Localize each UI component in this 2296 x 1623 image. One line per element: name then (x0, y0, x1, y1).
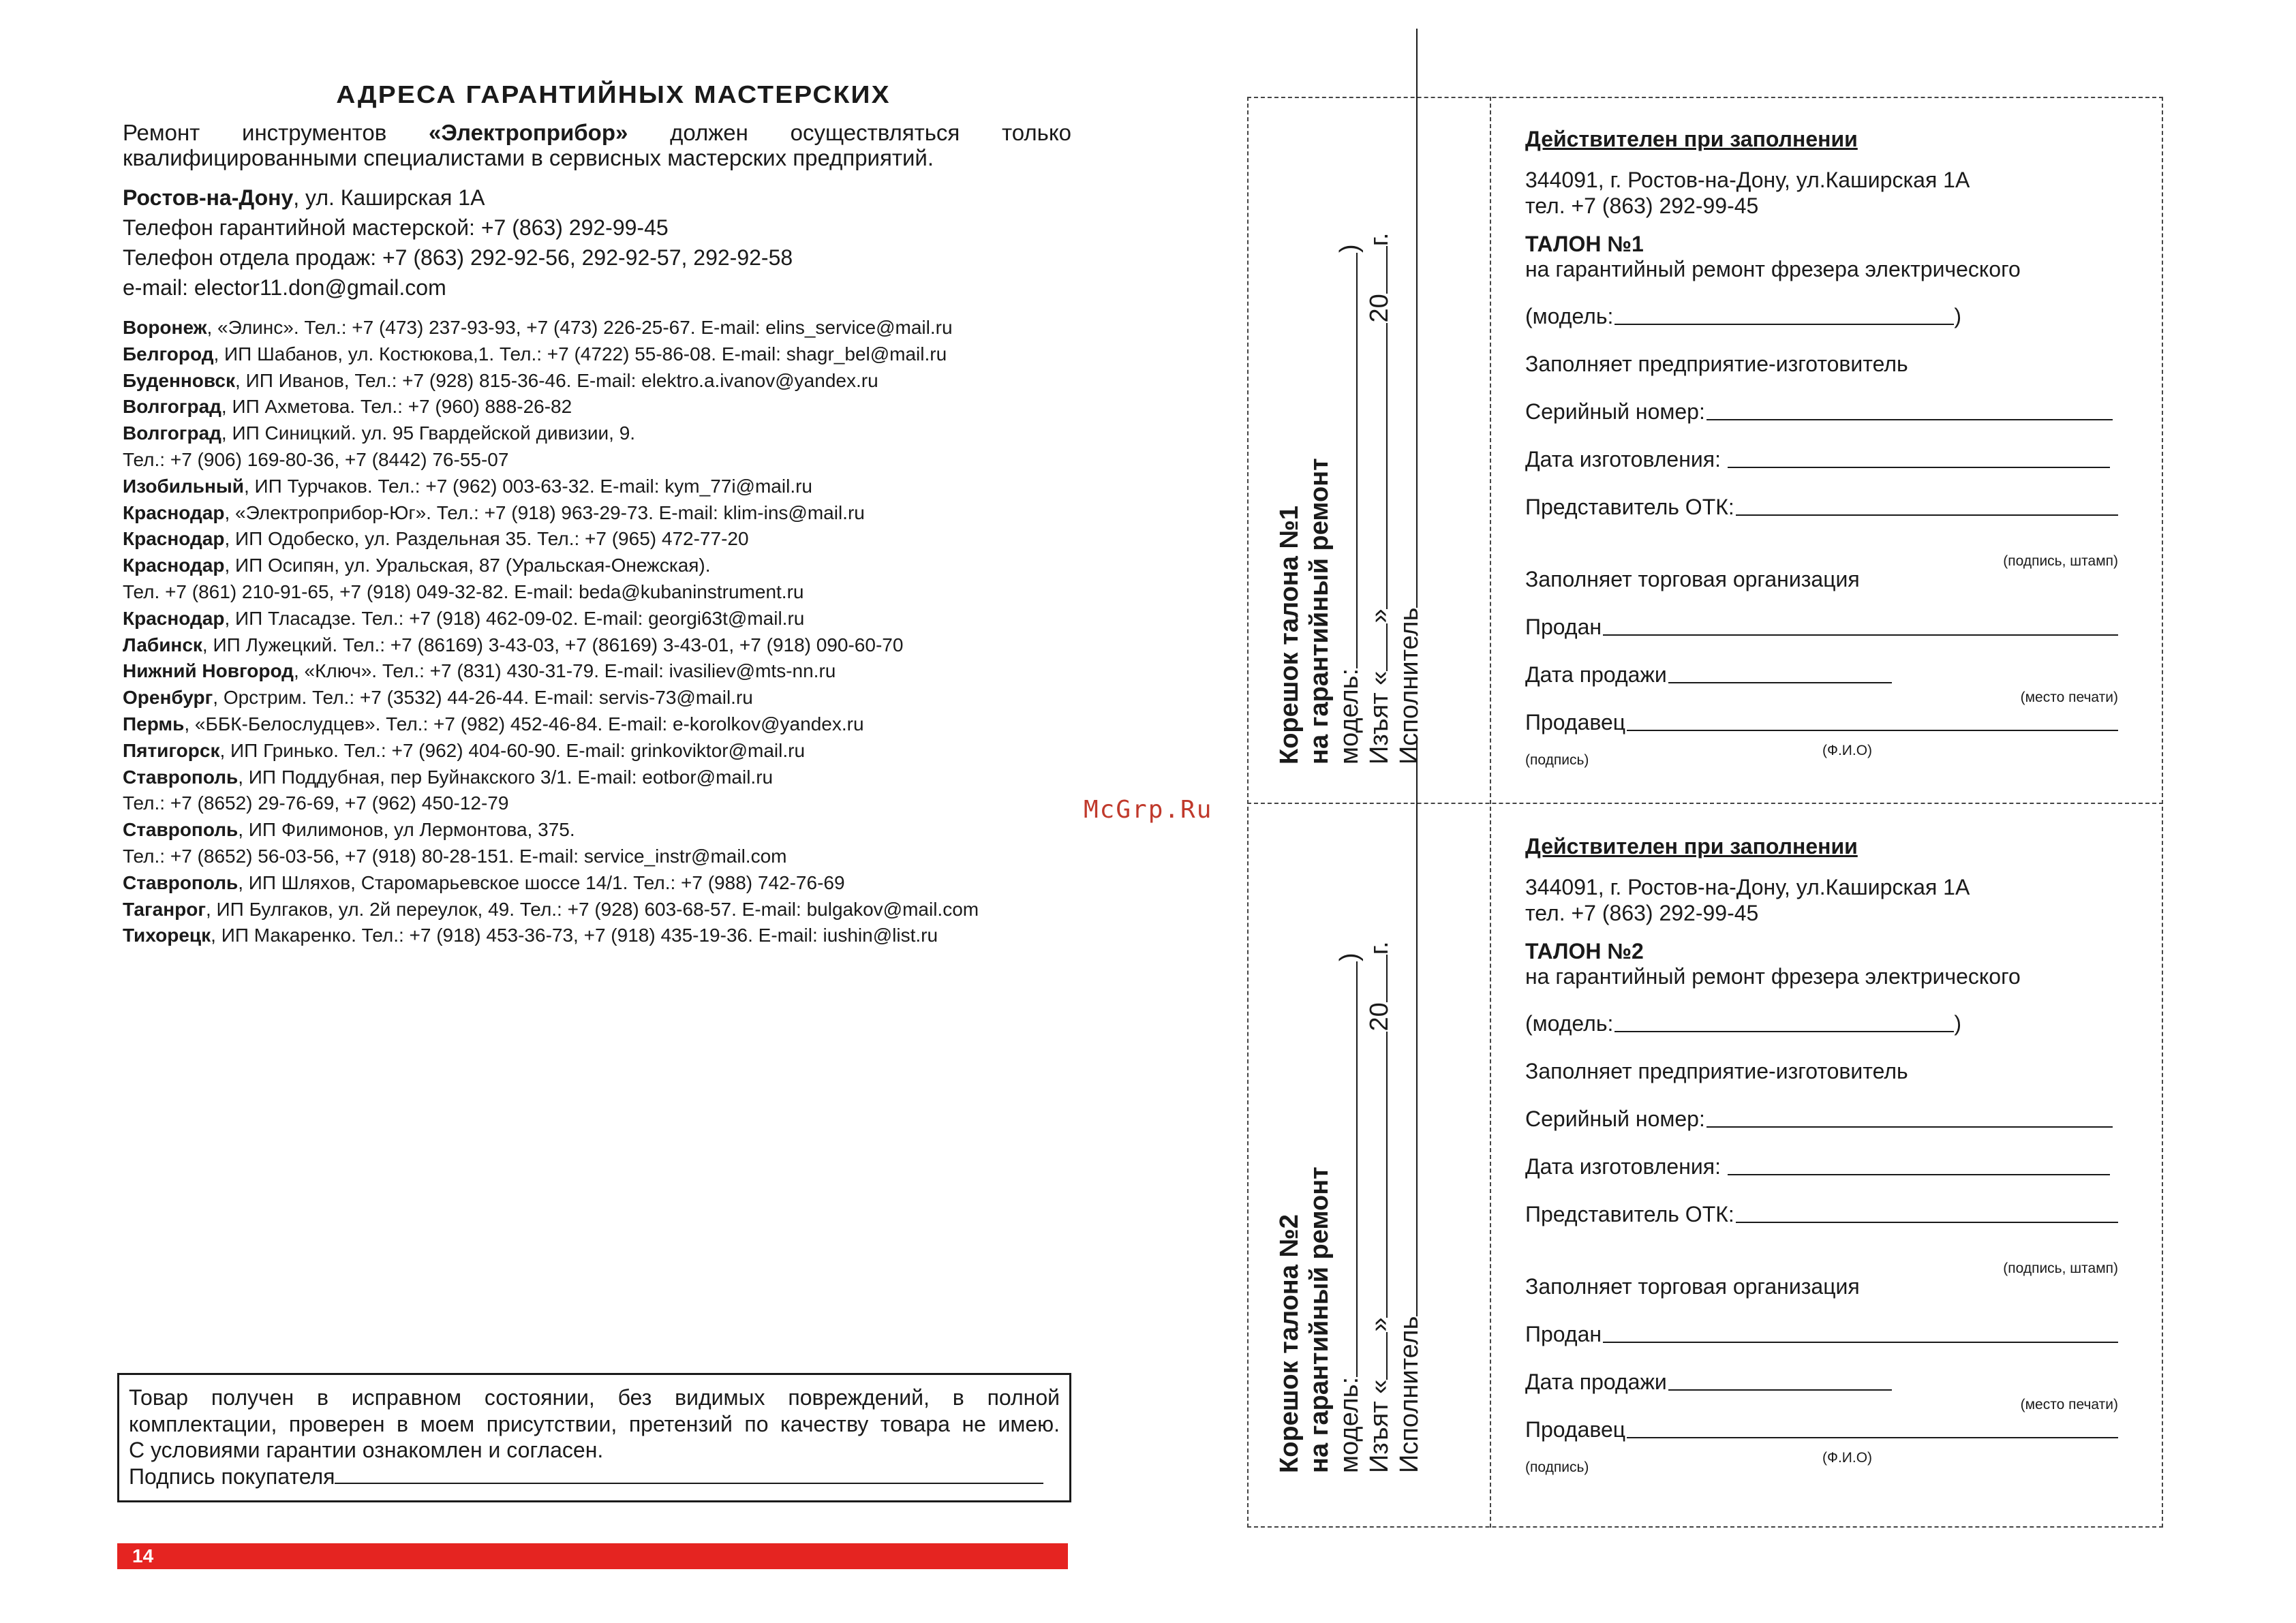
dealer-city: Краснодар (123, 607, 225, 629)
dealer-details: Тел.: +7 (8652) 29-76-69, +7 (962) 450-12-79 (123, 792, 509, 814)
coupon-2-manufacturer-label: Заполняет предприятие-изготовитель (1525, 1059, 1908, 1083)
dealer-city: Краснодар (123, 528, 225, 550)
stub-2-executor-field[interactable] (1396, 737, 1418, 1316)
phone-service: Телефон гарантийной мастерской: +7 (863) 292-99-45 (123, 215, 669, 240)
intro-brand: «Электроприбор» (429, 120, 628, 145)
dealer-details: , ИП Шляхов, Старомарьевское шоссе 14/1. Тел.: +7 (988) 742-76-69 (238, 871, 845, 893)
dealer-details: Тел.: +7 (8652) 56-03-56, +7 (918) 80-28-151. E-mail: service_instr@mail.com (123, 845, 787, 867)
coupon-2-trade-label: Заполняет торговая организация (1525, 1274, 1860, 1299)
coupon-1-fio: (Ф.И.О) (1822, 743, 1873, 758)
coupon-2-address: 344091, г. Ростов-на-Дону, ул.Каширская 1А (1525, 875, 1970, 899)
stub-1-model-field[interactable] (1336, 253, 1358, 668)
coupon-1-stub: Корешок талона №1 на гарантийный ремонт модель:) Изъят «»20г. Исполнитель (1274, 15, 1452, 764)
receipt-line-1: Товар получен в исправном состоянии, без видимых повреждений, в полной (129, 1385, 1060, 1410)
dealer-details: , ИП Гринько. Тел.: +7 (962) 404-60-90. E-mail: grinkoviktor@mail.ru (219, 739, 806, 761)
coupon-2-stub: Корешок талона №2 на гарантийный ремонт модель:) Изъят «»20г. Исполнитель (1274, 724, 1452, 1473)
stub-1-executor-field[interactable] (1396, 29, 1418, 608)
receipt-line-3: С условиями гарантии ознакомлен и согласен. (129, 1438, 604, 1462)
receipt-confirmation-box (117, 1373, 1071, 1502)
stub-cut-line (1490, 97, 1491, 1528)
stub-1-seized-label: Изъят « (1365, 670, 1394, 764)
dealer-city: Тихорецк (123, 925, 211, 946)
coupon-1-model-close: ) (1954, 304, 1961, 328)
dealer-row (123, 420, 979, 447)
dealer-row (123, 658, 979, 685)
dealer-city: Волгоград (123, 422, 221, 444)
coupon-2-title: ТАЛОН №2 (1525, 939, 1644, 963)
dealer-city: Краснодар (123, 555, 225, 576)
dealer-row (123, 606, 979, 632)
page-number: 14 (132, 1545, 154, 1566)
page-number-bar (117, 1543, 1068, 1569)
coupon-2-valid-note: Действителен при заполнении (1525, 834, 1858, 859)
coupon-2-qc-label: Представитель ОТК: (1525, 1202, 1734, 1226)
dealer-details: , ИП Осипян, ул. Уральская, 87 (Уральская-Онежская). (224, 555, 711, 576)
dealer-city: Воронеж (123, 317, 207, 338)
dealer-city: Таганрог (123, 898, 206, 920)
dealer-row (123, 500, 979, 527)
dealer-details: Тел. +7 (861) 210-91-65, +7 (918) 049-32-82. E-mail: beda@kubaninstrument.ru (123, 581, 804, 602)
intro-pre: Ремонт инструментов (123, 120, 429, 145)
stub-2-executor-label: Исполнитель (1395, 1316, 1424, 1473)
coupon-1-phone: тел. +7 (863) 292-99-45 (1525, 194, 1759, 218)
stub-2-model-field[interactable] (1336, 961, 1358, 1377)
stub-1-year-field[interactable] (1366, 246, 1388, 294)
dealer-row (123, 368, 979, 395)
dealer-row (123, 738, 979, 764)
coupon-1-date-made-label: Дата изготовления: (1525, 447, 1721, 472)
dealer-row (123, 553, 979, 579)
dealer-city: Нижний Новгород (123, 660, 294, 682)
dealer-row (123, 844, 979, 870)
dealer-city: Пятигорск (123, 739, 220, 761)
coupon-1-trade-label: Заполняет торговая организация (1525, 567, 1860, 591)
coupon-2-sign-stamp: (подпись, штамп) (2003, 1261, 2118, 1276)
dealer-details: , ИП Ахметова. Тел.: +7 (960) 888-26-82 (221, 396, 572, 418)
dealer-row (123, 897, 979, 923)
dealer-details: Тел.: +7 (906) 169-80-36, +7 (8442) 76-55-07 (123, 448, 509, 470)
dealer-row (123, 632, 979, 659)
coupon-2-seller-field[interactable] (1627, 1436, 2118, 1438)
dealer-details: , ИП Макаренко. Тел.: +7 (918) 453-36-73, +7 (918) 435-19-36. E-mail: iushin@list.ru (211, 925, 938, 946)
coupon-2-serial-field[interactable] (1706, 1126, 2113, 1128)
stub-2-subtitle: на гарантийный ремонт (1305, 1166, 1334, 1473)
coupon-2-sale-date-field[interactable] (1668, 1389, 1892, 1391)
dealer-city: Ставрополь (123, 766, 239, 788)
dealer-details: , «ББК-Белослудцев». Тел.: +7 (982) 452-46-84. E-mail: e-korolkov@yandex.ru (184, 713, 864, 735)
stub-2-year-suffix: г. (1365, 941, 1394, 955)
coupon-2-date-made-field[interactable] (1728, 1173, 2110, 1175)
coupon-2-sign: (подпись) (1525, 1459, 1589, 1475)
dealer-list (123, 315, 979, 949)
dealer-city: Пермь (123, 713, 185, 735)
coupon-2-model-label: (модель: (1525, 1011, 1614, 1036)
dealer-row (123, 711, 979, 738)
dealer-city: Ставрополь (123, 871, 239, 893)
main-city: Ростов-на-Дону (123, 185, 294, 210)
dealer-row (123, 685, 979, 711)
coupon-1-qc-label: Представитель ОТК: (1525, 495, 1734, 519)
dealer-details: , ИП Поддубная, пер Буйнакского 3/1. E-mail: eotbor@mail.ru (238, 766, 774, 788)
dealer-city: Ставрополь (123, 819, 239, 841)
dealer-row (123, 579, 979, 606)
coupon-1-sold-field[interactable] (1603, 634, 2118, 636)
dealer-row (123, 817, 979, 844)
dealer-city: Буденновск (123, 369, 236, 391)
dealer-city: Краснодар (123, 501, 225, 523)
coupon-2-model-field[interactable] (1614, 1030, 1954, 1032)
page-title: АДРЕСА ГАРАНТИЙНЫХ МАСТЕРСКИХ (336, 80, 891, 108)
dealer-details: , ИП Булгаков, ул. 2й переулок, 49. Тел.: +7 (928) 603-68-57. E-mail: bulgakov@mail.com (206, 898, 979, 920)
stub-2-seized-label: Изъят « (1365, 1379, 1394, 1473)
dealer-details: , ИП Турчаков. Тел.: +7 (962) 003-63-32. E-mail: kym_77i@mail.ru (244, 475, 812, 497)
coupon-1-model-field[interactable] (1614, 323, 1954, 325)
coupon-1-serial-label: Серийный номер: (1525, 399, 1705, 424)
dealer-row (123, 394, 979, 420)
receipt-line-2: комплектации, проверен в моем присутствии, претензий по качеству товара не имею. (129, 1411, 1060, 1436)
dealer-details: , ИП Шабанов, ул. Костюкова,1. Тел.: +7 (4722) 55-86-08. E-mail: shagr_bel@mail.ru (213, 343, 947, 365)
coupon-1-model-label: (модель: (1525, 304, 1614, 328)
coupon-2-subtitle: на гарантийный ремонт фрезера электрического (1525, 964, 2021, 989)
stub-1-executor-label: Исполнитель (1395, 607, 1424, 764)
dealer-city: Оренбург (123, 687, 213, 709)
coupon-1-seal-place: (место печати) (2020, 690, 2118, 705)
dealer-details: , ИП Иванов, Тел.: +7 (928) 815-36-46. E-mail: elektro.a.ivanov@yandex.ru (235, 369, 878, 391)
stub-1-year-prefix: 20 (1365, 294, 1394, 323)
phone-sales: Телефон отдела продаж: +7 (863) 292-92-56, 292-92-57, 292-92-58 (123, 245, 793, 270)
dealer-row (123, 474, 979, 500)
stub-2-year-prefix: 20 (1365, 1002, 1394, 1032)
stub-1-model-label: модель: (1335, 668, 1364, 764)
coupon-2-date-made-label: Дата изготовления: (1525, 1154, 1721, 1179)
stub-1-year-suffix: г. (1365, 232, 1394, 247)
coupon-2-sale-date-label: Дата продажи (1525, 1370, 1667, 1394)
coupon-1-sale-date-field[interactable] (1668, 681, 1892, 683)
dealer-details: , «Ключ». Тел.: +7 (831) 430-31-79. E-mail: ivasiliev@mts-nn.ru (293, 660, 836, 682)
dealer-city: Волгоград (123, 396, 221, 418)
coupon-1-sold-label: Продан (1525, 615, 1602, 639)
coupon-2-qc-field[interactable] (1736, 1221, 2118, 1223)
dealer-details: , «Электроприбор-Юг». Тел.: +7 (918) 963-29-73. E-mail: klim-ins@mail.ru (224, 501, 865, 523)
dealer-details: , ИП Филимонов, ул Лермонтова, 375. (238, 819, 575, 841)
intro-post: должен осуществляться только (628, 120, 1071, 145)
coupon-1-sign-stamp: (подпись, штамп) (2003, 553, 2118, 569)
dealer-row (123, 447, 979, 474)
signature-label: Подпись покупателя (129, 1464, 335, 1489)
coupon-1-sale-date-label: Дата продажи (1525, 662, 1667, 687)
main-service-contacts (123, 183, 793, 303)
coupon-1-serial-field[interactable] (1706, 418, 2113, 420)
dealer-details: , ИП Тласадзе. Тел.: +7 (918) 462-09-02. E-mail: georgi63t@mail.ru (224, 607, 805, 629)
coupon-2-sold-field[interactable] (1603, 1341, 2118, 1343)
stub-2-quote: » (1365, 1317, 1394, 1332)
dealer-details: , ИП Синицкий. ул. 95 Гвардейской дивизии, 9. (221, 422, 636, 444)
coupon-1-manufacturer-label: Заполняет предприятие-изготовитель (1525, 352, 1908, 376)
coupon-1-sign: (подпись) (1525, 752, 1589, 768)
watermark: McGrp.Ru (1084, 796, 1213, 824)
stub-1-month-field[interactable] (1366, 323, 1388, 609)
stub-1-day-field[interactable] (1366, 623, 1388, 671)
dealer-row (123, 526, 979, 553)
dealer-row (123, 870, 979, 897)
coupon-1-address: 344091, г. Ростов-на-Дону, ул.Каширская 1А (1525, 168, 1970, 192)
dealer-details: , Орстрим. Тел.: +7 (3532) 44-26-44. E-mail: servis-73@mail.ru (213, 687, 753, 709)
coupon-1-seller-label: Продавец (1525, 710, 1626, 735)
coupon-2-fio: (Ф.И.О) (1822, 1450, 1873, 1466)
coupon-1-qc-field[interactable] (1736, 514, 2118, 516)
dealer-city: Лабинск (123, 634, 202, 655)
stub-2-year-field[interactable] (1366, 955, 1388, 1002)
stub-1-quote: » (1365, 608, 1394, 623)
stub-2-model-label: модель: (1335, 1377, 1364, 1473)
dealer-row (123, 315, 979, 341)
coupon-2-seller-label: Продавец (1525, 1417, 1626, 1442)
dealer-details: , ИП Лужецкий. Тел.: +7 (86169) 3-43-03, +7 (86169) 3-43-01, +7 (918) 090-60-70 (202, 634, 904, 655)
coupon-2-model-close: ) (1954, 1011, 1961, 1036)
dealer-row (123, 790, 979, 817)
signature-line[interactable] (335, 1466, 1043, 1484)
dealer-row (123, 764, 979, 791)
coupon-2-serial-label: Серийный номер: (1525, 1107, 1705, 1131)
main-address: , ул. Каширская 1А (293, 185, 485, 210)
coupon-1-subtitle: на гарантийный ремонт фрезера электрического (1525, 257, 2021, 281)
dealer-city: Изобильный (123, 475, 244, 497)
coupon-2-seal-place: (место печати) (2020, 1397, 2118, 1412)
stub-2-title: Корешок талона №2 (1275, 1214, 1304, 1473)
coupon-1-title: ТАЛОН №1 (1525, 232, 1644, 256)
coupon-1-seller-field[interactable] (1627, 729, 2118, 731)
dealer-details: , «Элинс». Тел.: +7 (473) 237-93-93, +7 (473) 226-25-67. E-mail: elins_service@mail.ru (206, 317, 953, 338)
coupon-2-sold-label: Продан (1525, 1322, 1602, 1346)
coupon-2-phone: тел. +7 (863) 292-99-45 (1525, 901, 1759, 925)
dealer-row (123, 341, 979, 368)
intro-line2: квалифицированными специалистами в сервисных мастерских предприятий. (123, 145, 934, 170)
stub-2-month-field[interactable] (1366, 1032, 1388, 1318)
coupon-1-date-made-field[interactable] (1728, 466, 2110, 468)
dealer-city: Белгород (123, 343, 214, 365)
stub-2-day-field[interactable] (1366, 1332, 1388, 1380)
stub-1-subtitle: на гарантийный ремонт (1305, 458, 1334, 764)
coupon-1-valid-note: Действителен при заполнении (1525, 127, 1858, 151)
stub-1-title: Корешок талона №1 (1275, 506, 1304, 764)
main-email: e-mail: elector11.don@gmail.com (123, 275, 446, 300)
dealer-row (123, 923, 979, 949)
dealer-details: , ИП Одобеско, ул. Раздельная 35. Тел.: +7 (965) 472-77-20 (224, 528, 749, 550)
intro-paragraph (123, 120, 1071, 170)
